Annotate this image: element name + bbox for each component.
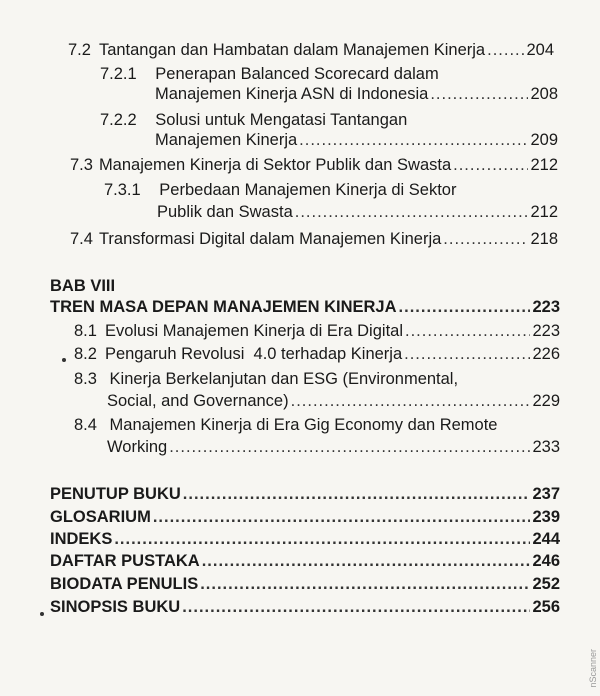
entry-page: 256 (532, 598, 560, 616)
entry-number: 7.3.1 (104, 181, 141, 199)
leader-dots (153, 507, 531, 527)
toc-entry-7-3-1-line2 (157, 202, 558, 222)
entry-title: Manajemen Kinerja (155, 131, 298, 149)
toc-entry-biodata (50, 574, 560, 594)
entry-page: 246 (532, 552, 560, 570)
entry-title: DAFTAR PUSTAKA (50, 552, 200, 570)
leader-dots (453, 155, 528, 175)
toc-entry-7-4 (70, 229, 558, 249)
toc-entry-indeks (50, 529, 560, 549)
toc-entry-glosarium (50, 507, 560, 527)
leader-dots (487, 40, 524, 60)
entry-title: SINOPSIS BUKU (50, 598, 181, 616)
entry-page: 204 (526, 41, 554, 59)
leader-dots (299, 130, 528, 150)
entry-page: 233 (532, 438, 560, 456)
entry-page: 223 (532, 322, 560, 340)
entry-title: Perbedaan Manajemen Kinerja di Sektor (159, 181, 457, 199)
leader-dots (443, 229, 528, 249)
entry-page: 223 (532, 298, 560, 316)
entry-title: Kinerja Berkelanjutan dan ESG (Environmental, (109, 370, 459, 388)
leader-dots (291, 391, 531, 411)
toc-entry-bab-8 (50, 297, 560, 317)
entry-number: 8.1 (74, 322, 97, 340)
leader-dots (399, 297, 531, 317)
entry-title: Pengaruh Revolusi 4.0 terhadap Kinerja (104, 345, 403, 363)
entry-title: Manajemen Kinerja ASN di Indonesia (155, 85, 429, 103)
entry-title: PENUTUP BUKU (50, 485, 181, 503)
toc-entry-8-1 (74, 321, 560, 341)
leader-dots (183, 484, 531, 504)
toc-entry-7-2-1-line2 (155, 84, 558, 104)
toc-entry-8-3-line1 (74, 369, 458, 389)
entry-page: 244 (532, 530, 560, 548)
entry-title: Evolusi Manajemen Kinerja di Era Digital (104, 322, 403, 340)
leader-dots (405, 321, 530, 341)
entry-title: BIODATA PENULIS (50, 575, 199, 593)
leader-dots (430, 84, 528, 104)
entry-page: 218 (530, 230, 558, 248)
toc-entry-penutup (50, 484, 560, 504)
entry-number: 8.3 (74, 370, 97, 388)
entry-number: 7.2.2 (100, 111, 137, 129)
entry-title: Social, and Governance) (107, 392, 289, 410)
toc-entry-7-2-2-line1 (100, 110, 407, 130)
entry-title: Working (107, 438, 168, 456)
toc-entry-7-3 (70, 155, 558, 175)
entry-title: GLOSARIUM (50, 508, 151, 526)
entry-number: 7.3 (70, 156, 93, 174)
toc-entry-8-4-line1 (74, 415, 497, 435)
entry-page: 237 (532, 485, 560, 503)
entry-title: Manajemen Kinerja di Era Gig Economy dan Remote (109, 416, 498, 434)
entry-title: Penerapan Balanced Scorecard dalam (155, 65, 439, 83)
entry-title: INDEKS (50, 530, 113, 548)
entry-page: 212 (530, 156, 558, 174)
entry-page: 209 (530, 131, 558, 149)
toc-entry-7-2-2-line2 (155, 130, 558, 150)
leader-dots (169, 437, 530, 457)
toc-entry-8-3-line2 (107, 391, 560, 411)
entry-title: Manajemen Kinerja di Sektor Publik dan Swasta (98, 156, 452, 174)
leader-dots (182, 597, 530, 617)
toc-entry-7-3-1-line1 (104, 180, 456, 200)
entry-page: 208 (530, 85, 558, 103)
leader-dots (200, 574, 530, 594)
entry-title: Tantangan dan Hambatan dalam Manajemen Kinerja (98, 41, 486, 59)
toc-entry-8-4-line2 (107, 437, 560, 457)
entry-number: 8.2 (74, 345, 97, 363)
leader-dots (202, 551, 531, 571)
stray-mark (62, 358, 66, 362)
entry-number: 8.4 (74, 416, 97, 434)
leader-dots (295, 202, 529, 222)
toc-entry-daftar-pustaka (50, 551, 560, 571)
entry-number: 7.2 (68, 41, 91, 59)
entry-number: 7.2.1 (100, 65, 137, 83)
leader-dots (404, 344, 530, 364)
entry-title: Publik dan Swasta (157, 203, 293, 221)
toc-entry-7-2 (68, 40, 554, 60)
entry-page: 229 (532, 392, 560, 410)
toc-entry-sinopsis (50, 597, 560, 617)
entry-page: 212 (530, 203, 558, 221)
entry-page: 252 (532, 575, 560, 593)
toc-entry-7-2-1-line1 (100, 64, 439, 84)
toc-entry-8-2 (74, 344, 560, 364)
leader-dots (114, 529, 530, 549)
entry-title: Transformasi Digital dalam Manajemen Kinerja (98, 230, 442, 248)
scanner-watermark: nScanner (588, 649, 598, 688)
entry-page: 226 (532, 345, 560, 363)
entry-number: 7.4 (70, 230, 93, 248)
chapter-label: BAB VIII (50, 277, 116, 295)
entry-title: Solusi untuk Mengatasi Tantangan (155, 111, 408, 129)
stray-mark (40, 612, 44, 616)
entry-page: 239 (532, 508, 560, 526)
entry-title: TREN MASA DEPAN MANAJEMEN KINERJA (50, 298, 397, 316)
